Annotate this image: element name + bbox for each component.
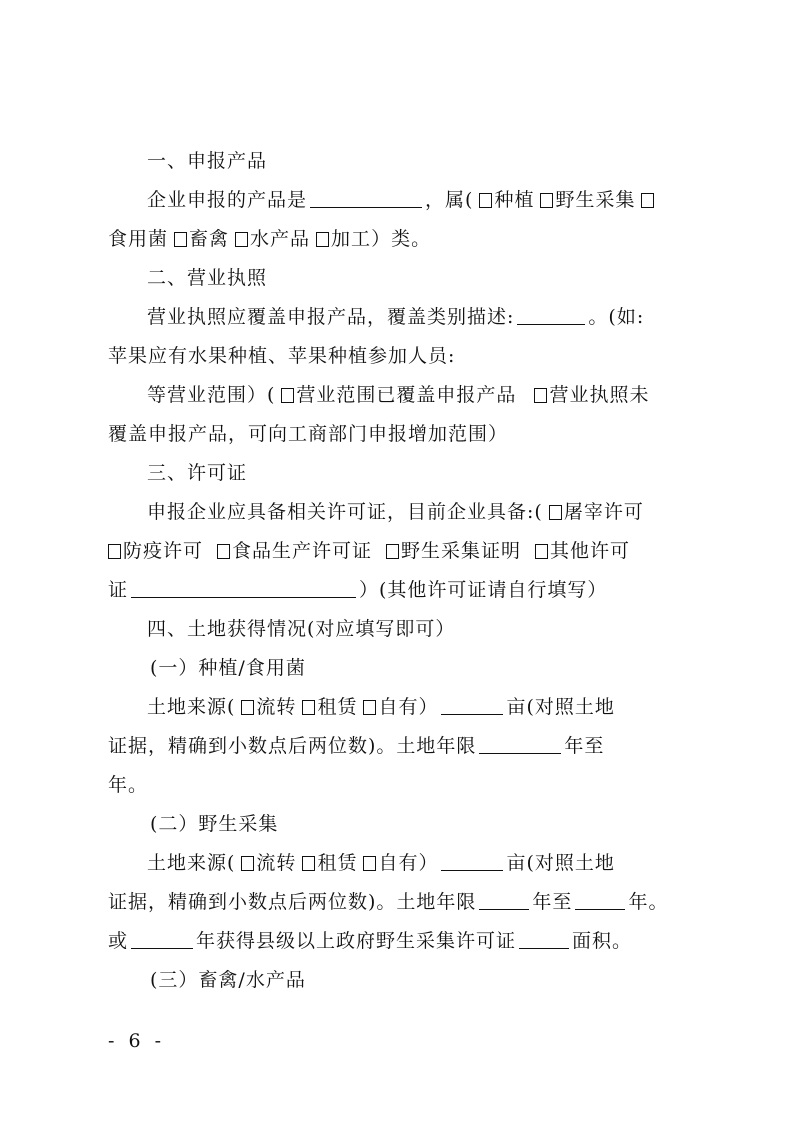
checkbox[interactable] [540,193,553,208]
fill-blank[interactable] [310,189,422,208]
text: 面积。 [572,930,633,952]
option-label: 畜禽 [189,228,230,250]
checkbox[interactable] [241,856,254,871]
option-label: 屠宰许可 [563,501,644,523]
checkbox[interactable] [302,700,315,715]
fill-blank[interactable] [441,852,503,871]
text: 证据，精确到小数点后两位数)。土地年限 [108,891,477,913]
checkbox[interactable] [534,388,547,403]
checkbox[interactable] [302,856,315,871]
text-line [108,226,431,252]
option-label: 水产品 [250,228,311,250]
option-label: 流转 [256,696,297,718]
section-heading [147,265,267,291]
option-label: 种植 [494,189,535,211]
subsection-heading [150,655,306,681]
section-heading [147,460,247,486]
text-line [108,889,668,915]
text-line [108,733,604,759]
heading-text: 二、营业执照 [147,267,268,289]
text: 。(如: [588,306,645,328]
option-label: 自有） [378,852,439,874]
text: 证据，精确到小数点后两位数)。土地年限 [108,735,477,757]
checkbox[interactable] [217,544,230,559]
text: 营业执照应覆盖申报产品，覆盖类别描述: [147,306,515,328]
heading-text: (一）种植/食用菌 [150,657,306,679]
text: ）(其他许可证请自行填写） [359,579,608,601]
text-line [147,694,615,720]
text-line [147,850,615,876]
text: 覆盖申报产品，可向工商部门申报增加范围） [108,423,509,445]
section-heading [147,616,455,642]
text-line [147,499,644,525]
text: 土地来源( [147,852,236,874]
text: 或 [108,930,129,952]
checkbox[interactable] [386,544,399,559]
option-label: 防疫许可 [123,540,204,562]
checkbox[interactable] [535,544,548,559]
checkbox[interactable] [108,544,121,559]
option-label: 营业范围已覆盖申报产品 [296,384,517,406]
fill-blank[interactable] [517,306,585,325]
heading-text: 四、土地获得情况(对应填写即可） [147,618,456,640]
text-line [108,928,632,954]
checkbox[interactable] [363,700,376,715]
text: 年。 [108,774,149,796]
option-label: 其他许可 [550,540,631,562]
fill-blank[interactable] [131,579,356,598]
text: 企业申报的产品是 [147,189,308,211]
option-label: 租赁 [317,696,358,718]
checkbox[interactable] [549,505,562,520]
heading-text: (三）畜禽/水产品 [150,969,306,991]
text: 亩(对照土地 [506,696,615,718]
option-label: 野生采集证明 [401,540,522,562]
checkbox[interactable] [641,193,654,208]
option-label: 营业执照未 [549,384,650,406]
text-line [108,772,148,798]
text-line [147,187,656,213]
text: 等营业范围）( [147,384,276,406]
text-line [108,538,630,564]
checkbox[interactable] [316,232,329,247]
text: 亩(对照土地 [506,852,615,874]
checkbox[interactable] [174,232,187,247]
text: 申报企业应具备相关许可证，目前企业具备:( [147,501,543,523]
fill-blank[interactable] [519,930,569,949]
heading-text: 一、申报产品 [147,150,268,172]
text-line [147,382,649,408]
checkbox[interactable] [241,700,254,715]
fill-blank[interactable] [441,696,503,715]
fill-blank[interactable] [479,735,561,754]
option-label: 自有） [378,696,439,718]
section-heading [147,148,267,174]
text-line [108,577,607,603]
text: 年。 [628,891,669,913]
checkbox[interactable] [281,388,294,403]
text-line [147,304,644,330]
text: 年至 [532,891,573,913]
text: 证 [108,579,129,601]
subsection-heading [150,967,306,993]
text: 年至 [564,735,605,757]
option-label: 野生采集 [555,189,636,211]
fill-blank[interactable] [131,930,193,949]
checkbox[interactable] [363,856,376,871]
text: ）类。 [371,228,432,250]
heading-text: 三、许可证 [147,462,248,484]
checkbox[interactable] [235,232,248,247]
text: 年获得县级以上政府野生采集许可证 [196,930,517,952]
option-label: 租赁 [317,852,358,874]
text-line [108,421,508,447]
option-label: 加工 [331,228,372,250]
option-label: 流转 [256,852,297,874]
fill-blank[interactable] [479,891,529,910]
fill-blank[interactable] [575,891,625,910]
subsection-heading [150,811,278,837]
text: 土地来源( [147,696,236,718]
option-label: 食用菌 [108,228,169,250]
page-number: - 6 - [108,1030,166,1052]
heading-text: (二）野生采集 [150,813,279,835]
text: ，属( [425,189,474,211]
text-line [108,343,455,369]
checkbox[interactable] [479,193,492,208]
option-label: 食品生产许可证 [232,540,373,562]
text: 苹果应有水果种植、苹果种植参加人员: [108,345,456,367]
